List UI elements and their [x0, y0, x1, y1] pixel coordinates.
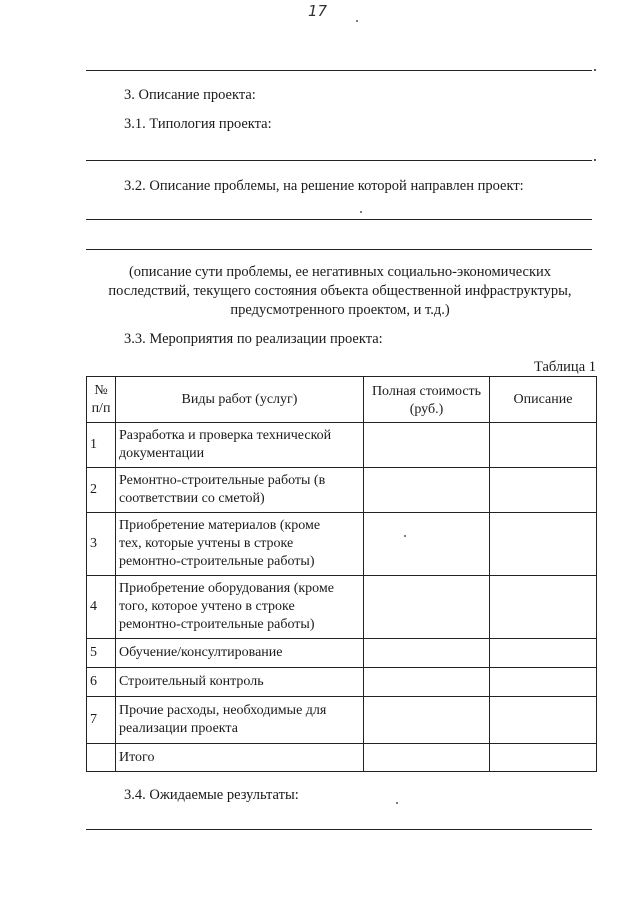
header-cost-line-1: Полная стоимость — [371, 384, 482, 399]
top-blank-line — [86, 70, 592, 71]
header-number-line-1: № — [94, 382, 108, 398]
row-description-cell[interactable] — [490, 576, 597, 639]
header-cost-line-2: (руб.) — [409, 402, 444, 417]
row-cost-cell[interactable] — [364, 668, 490, 697]
results-answer-line[interactable] — [86, 829, 592, 830]
table-row — [87, 423, 597, 468]
row-number: 7 — [87, 697, 116, 744]
row-work-name-line: Итого — [119, 749, 155, 765]
row-description-cell[interactable] — [490, 468, 597, 513]
section-3-2-problem-label: 3.2. Описание проблемы, на решение которой направлен проект: — [124, 178, 524, 194]
table-caption: Таблица 1 — [533, 359, 596, 375]
header-works: Виды работ (услуг) — [116, 377, 364, 423]
row-cost-cell[interactable] — [364, 639, 490, 668]
row-work-name-line: Ремонтно-строительные работы (в — [119, 473, 326, 488]
header-cost — [364, 377, 490, 423]
row-work-name-line: Строительный контроль — [119, 674, 264, 689]
row-number: 1 — [87, 423, 116, 468]
header-description: Описание — [490, 377, 597, 423]
row-number: 3 — [87, 513, 116, 576]
activities-table — [86, 376, 597, 772]
problem-answer-line-1[interactable] — [86, 219, 592, 220]
row-number: 5 — [87, 639, 116, 668]
row-cost-cell[interactable] — [364, 468, 490, 513]
row-work-name-line: Приобретение оборудования (кроме — [119, 581, 334, 596]
row-description-cell[interactable] — [490, 423, 597, 468]
row-work-name-line: ремонтно-строительные работы) — [119, 554, 315, 569]
row-cost-cell[interactable] — [364, 513, 490, 576]
row-work-name-line: ремонтно-строительные работы) — [119, 617, 315, 632]
table-row — [87, 468, 597, 513]
table-total-row — [87, 744, 597, 772]
row-work-name — [116, 468, 364, 513]
section-3-heading: 3. Описание проекта: — [124, 87, 256, 103]
row-number: 4 — [87, 576, 116, 639]
top-blank-line-dot — [594, 69, 596, 71]
problem-description-hint — [86, 263, 594, 320]
hint-line-1: (описание сути проблемы, ее негативных социально-экономических — [128, 264, 552, 280]
row-description-cell[interactable] — [490, 639, 597, 668]
row-description-cell[interactable] — [490, 697, 597, 744]
hint-line-2: последствий, текущего состояния объекта общественной инфраструктуры, — [108, 283, 572, 299]
scan-speck — [356, 20, 358, 22]
typology-answer-line[interactable] — [86, 160, 592, 161]
row-work-name — [116, 576, 364, 639]
row-work-name-line: реализации проекта — [119, 721, 238, 736]
row-work-name-line: Обучение/консултирование — [119, 645, 283, 660]
row-number: 2 — [87, 468, 116, 513]
table-row — [87, 513, 597, 576]
table-header-row — [87, 377, 597, 423]
scan-speck — [404, 535, 406, 537]
row-work-name-line: тех, которые учтены в строке — [119, 536, 294, 551]
hint-line-3: предусмотренного проектом, и т.д.) — [230, 302, 450, 318]
section-3-3-activities-label: 3.3. Мероприятия по реализации проекта: — [124, 331, 383, 347]
row-cost-cell[interactable] — [364, 576, 490, 639]
row-work-name — [116, 744, 364, 772]
section-3-1-typology-label: 3.1. Типология проекта: — [124, 116, 272, 132]
table-row — [87, 697, 597, 744]
table-row — [87, 668, 597, 697]
total-description-cell[interactable] — [490, 744, 597, 772]
row-work-name-line: Прочие расходы, необходимые для — [119, 703, 327, 718]
table-row — [87, 576, 597, 639]
row-work-name-line: Разработка и проверка технической — [119, 428, 332, 443]
handwritten-page-number: 17 — [308, 2, 328, 20]
scan-speck — [396, 802, 398, 804]
typology-answer-line-dot — [594, 159, 596, 161]
table-row — [87, 639, 597, 668]
row-number — [87, 744, 116, 772]
row-cost-cell[interactable] — [364, 697, 490, 744]
row-work-name-line: документации — [119, 446, 205, 461]
scan-speck — [360, 211, 362, 213]
problem-answer-line-2[interactable] — [86, 249, 592, 250]
header-number — [87, 377, 116, 423]
row-cost-cell[interactable] — [364, 423, 490, 468]
row-work-name — [116, 513, 364, 576]
header-number-line-2: п/п — [91, 400, 111, 416]
row-work-name-line: соответствии со сметой) — [119, 491, 265, 506]
row-work-name-line: Приобретение материалов (кроме — [119, 518, 321, 533]
row-work-name — [116, 423, 364, 468]
row-description-cell[interactable] — [490, 668, 597, 697]
row-number: 6 — [87, 668, 116, 697]
section-3-4-results-label: 3.4. Ожидаемые результаты: — [124, 787, 299, 803]
row-work-name — [116, 697, 364, 744]
row-work-name-line: того, которое учтено в строке — [119, 599, 295, 614]
row-work-name — [116, 639, 364, 668]
row-work-name — [116, 668, 364, 697]
total-cost-cell[interactable] — [364, 744, 490, 772]
row-description-cell[interactable] — [490, 513, 597, 576]
